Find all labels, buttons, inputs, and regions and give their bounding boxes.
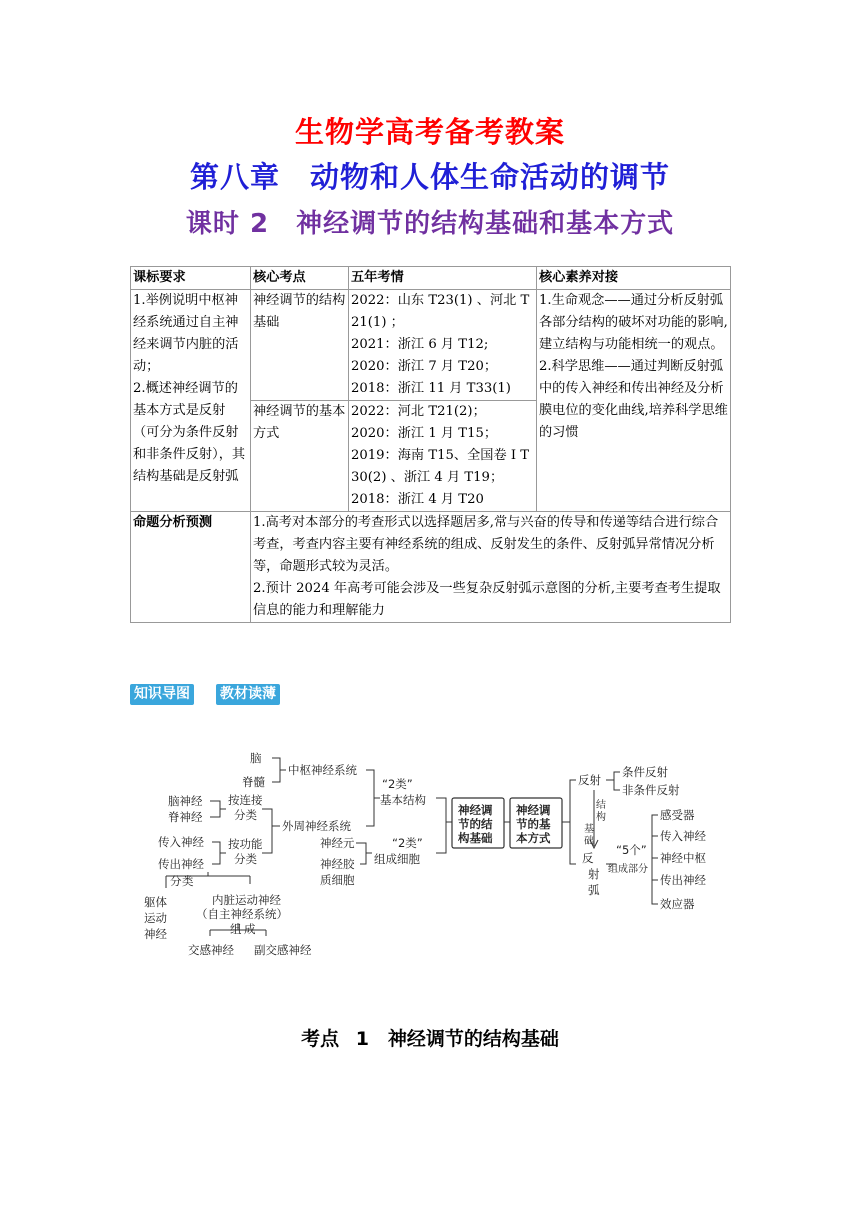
forecast-label: 命题分析预测 — [131, 512, 251, 623]
curriculum-table — [130, 266, 731, 623]
label-spinal-cord: 脊髓 — [242, 775, 265, 789]
header-literacy: 核心素养对接 — [537, 267, 731, 290]
label-sympathetic: 交感神经 — [188, 943, 234, 957]
label-two-class-2: “2类” — [392, 836, 423, 850]
exam-item: 2022：山东 T23(1) 、河北 T21(1) ； — [351, 293, 530, 330]
label-two-class: “2类” — [382, 777, 413, 791]
core-point-2: 神经调节的基本方式 — [251, 401, 349, 512]
core-point-1: 神经调节的结构基础 — [251, 290, 349, 401]
label-classify-2: 分类 — [234, 852, 257, 866]
label-autonomic: （自主神经系统） — [196, 907, 288, 921]
label-glia-1: 神经胶 — [320, 857, 355, 871]
label-brain-nerve: 脑神经 — [168, 794, 203, 808]
label-fen: 分 — [170, 874, 182, 888]
lesson-title: 课时 2 神经调节的结构基础和基本方式 — [185, 209, 675, 239]
label-reflex: 反射 — [578, 773, 601, 787]
exam-item: 2019：海南 T15、全国卷 Ⅰ T30(2) 、浙江 4 月 T19； — [351, 448, 530, 485]
label-cheng: 成 — [244, 922, 256, 936]
header-core-point: 核心考点 — [251, 267, 349, 290]
label-afferent-2: 传入神经 — [660, 829, 706, 843]
forecast-cell — [251, 512, 731, 623]
section-title: 考点 1 神经调节的结构基础 — [301, 1028, 559, 1050]
label-struct-basis-1: 结 — [596, 800, 606, 811]
literacy-1: 1.生命观念——通过分析反射弧各部分结构的破坏对功能的影响,建立结构与功能相统一的观点。 — [539, 293, 728, 352]
label-parts: 组成部分 — [608, 864, 648, 875]
knowledge-map-badge: 知识导图 — [130, 684, 194, 705]
header-exams: 五年考情 — [349, 267, 537, 290]
exam-item: 2021：浙江 6 月 T12; — [351, 337, 489, 352]
label-basic-structure: 基本结构 — [380, 793, 426, 807]
chapter-title: 第八章 动物和人体生命活动的调节 — [189, 160, 670, 194]
exams-2 — [349, 401, 537, 512]
mindmap-labels — [144, 751, 706, 957]
label-effector: 效应器 — [660, 897, 695, 911]
box1-line-1: 神经调 — [458, 803, 493, 817]
label-body-3: 神经 — [144, 927, 167, 941]
label-by-function: 按功能 — [228, 837, 263, 851]
table-header-row — [131, 267, 731, 290]
label-struct-basis-4: 础 — [584, 836, 594, 847]
exams-1 — [349, 290, 537, 401]
label-afferent: 传入神经 — [158, 835, 204, 849]
label-neuron: 神经元 — [320, 836, 355, 850]
literacy-cell — [537, 290, 731, 512]
label-body-1: 躯体 — [144, 895, 167, 909]
literacy-2: 2.科学思维——通过判断反射弧中的传入神经和传出神经及分析膜电位的变化曲线,培养科学思维的习惯 — [539, 359, 728, 440]
exam-item: 2018：浙江 4 月 T20 — [351, 492, 484, 507]
forecast-1: 1.高考对本部分的考查形式以选择题居多,常与兴奋的传导和传递等结合进行综合考查，考查内容主要有神经系统的组成、反射发生的条件、反射弧异常情况分析等，命题形式较为灵活。 — [253, 515, 719, 574]
table-row — [131, 290, 731, 401]
box2-line-1: 神经调 — [516, 803, 551, 817]
exam-item: 2020：浙江 1 月 T15； — [351, 426, 498, 441]
label-efferent: 传出神经 — [158, 857, 204, 871]
label-parasympathetic: 副交感神经 — [254, 943, 312, 957]
exam-item: 2022：河北 T21(2)； — [351, 404, 486, 419]
label-lei: 类 — [182, 874, 194, 888]
label-arc-3: 弧 — [588, 883, 600, 897]
document-title: 生物学高考备考教案 — [294, 115, 565, 149]
label-conditioned: 条件反射 — [622, 765, 668, 779]
label-arc-2: 射 — [588, 867, 600, 881]
exam-item: 2020：浙江 7 月 T20； — [351, 359, 498, 374]
label-efferent-2: 传出神经 — [660, 873, 706, 887]
knowledge-mindmap — [130, 740, 730, 965]
box2-line-2: 节的基 — [516, 817, 551, 831]
exam-item: 2018：浙江 11 月 T33(1) — [351, 381, 511, 396]
requirement-1: 1.举例说明中枢神经系统通过自主神经来调节内脏的活动； — [133, 293, 239, 374]
label-arc-1: 反 — [582, 851, 594, 865]
table-row — [131, 512, 731, 623]
box1-line-3: 构基础 — [458, 831, 493, 845]
requirements-cell — [131, 290, 251, 512]
textbook-badge: 教材读薄 — [216, 684, 280, 705]
label-spinal-nerve: 脊神经 — [168, 810, 203, 824]
label-center: 神经中枢 — [660, 851, 706, 865]
label-glia-2: 质细胞 — [320, 873, 355, 887]
box1-line-2: 节的结 — [458, 817, 493, 831]
forecast-2: 2.预计 2024 年高考可能会涉及一些复杂反射弧示意图的分析,主要考查考生提取信息的能力和理解能力 — [253, 581, 721, 618]
label-visceral: 内脏运动神经 — [212, 893, 281, 907]
label-zu: 组 — [230, 922, 242, 936]
box2-line-3: 本方式 — [516, 831, 551, 845]
label-cns: 中枢神经系统 — [288, 763, 357, 777]
header-requirements: 课标要求 — [131, 267, 251, 290]
label-by-connection: 按连接 — [228, 793, 263, 807]
label-struct-basis-2: 构 — [596, 812, 606, 823]
label-struct-basis-3: 基 — [584, 824, 594, 835]
label-classify: 分类 — [234, 808, 257, 822]
label-unconditioned: 非条件反射 — [622, 783, 680, 797]
label-receptor: 感受器 — [660, 808, 695, 822]
label-five: “5个” — [616, 843, 647, 857]
label-body-2: 运动 — [144, 911, 167, 925]
label-brain: 脑 — [250, 751, 262, 765]
label-pns: 外周神经系统 — [282, 819, 351, 833]
requirement-2: 2.概述神经调节的基本方式是反射（可分为条件反射和非条件反射），其结构基础是反射弧 — [133, 381, 246, 484]
label-compose-cells: 组成细胞 — [374, 852, 420, 866]
